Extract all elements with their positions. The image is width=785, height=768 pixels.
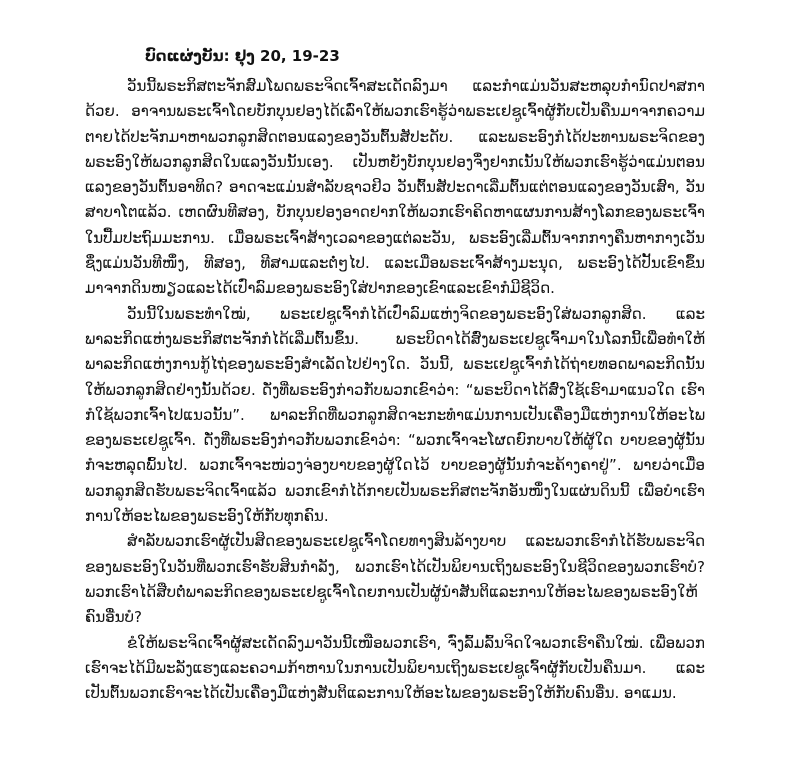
paragraph-1: ວັນນີ້ພຣະກິສຕະຈັກສົມໂພດພຣະຈິດເຈົ້າສະເດັດລົງມາ ແລະກໍາແມ່ນວັນສະຫລຸບກໍານົດປາສກາດ້ວຍ. ອາຈານພຣະເຈົ້າໂດຍບັກບຸນຢອງໄດ້ເລົ່າໃຫ້ພວກເຮົາຮູ້ວ່າພຣະເຢຊູເຈົ້າຜູ້ກັບເປັນຄືນມາຈາກຄວາມຕາຍໄດ້ປະຈັກມາຫາພວກລູກສິດຕອນແລງຂອງວັນຕົ້ນສັປະດັບ. ແລະພຣະອົງກໍໄດ້ປະທານພຣະຈິດຂອງພຣະອົງໃຫ້ພວກລູກສິດໃນແລງວັນນັ້ນເອງ. ເປັນຫຍັງບັກບຸນຢອງຈຶ່ງຢາກເນັ້ນໃຫ້ພວກເຮົາຮູ້ວ່າແມ່ນຕອນແລງຂອງວັນຕົ້ນອາທິດ? ອາດຈະແມ່ນສໍາລັບຊາວຢິວ ວັນຕົ້ນສັປະດາເລີ່ມຕົ້ນແຕ່ຕອນແລງຂອງວັນເສົາ, ວັນສາບາໂຕແລ້ວ. ເຫດຜົນທີສອງ, ບັກບຸນຢອງອາດຢາກໃຫ້ພວກເຮົາຄິດຫາແຜນການສ້າງໂລກຂອງພຣະເຈົ້າໃນປື້ມປະຖົມມະການ. ເມື່ອພຣະເຈົ້າສ້າງເວລາຂອງແຕ່ລະວັນ, ພຣະອົງເລີ່ມຕົ້ນຈາກກາງຄືນຫາກາງເວັນຊຶ່ງແມ່ນວັນທີໜຶ່ງ, ທີສອງ, ທີສາມແລະຕໍ່ໆໄປ. ແລະເມື່ອພຣະເຈົ້າສ້າງມະນຸດ, ພຣະອົງໄດ້ປັ້ນເຂົາຂຶ້ນມາຈາກດິນໜຽວແລະໄດ້ເປົ່າລົມຂອງພຣະອົງໃສ່ປາກຂອງເຂົາແລະເຂົາກໍມີຊີວິດ. bbox=[85, 77, 705, 298]
homily-heading: ບົດແຜ່ງບັນ: ຢຸງ 20, 19-23 bbox=[145, 47, 340, 65]
paragraph-2: ວັນນີ້ໃນພຣະທໍາໃໝ່, ພຣະເຢຊູເຈົ້າກໍໄດ້ເປົ່າລົມແຫ່ງຈິດຂອງພຣະອົງໃສ່ພວກລູກສິດ. ແລະພາລະກິດແຫ່ງພຣະກິສຕະຈັກກໍໄດ້ເລີ່ມຕົ້ນຂຶ້ນ. ພຣະບິດາໄດ້ສົ່ງພຣະເຢຊູເຈົ້າມາໃນໂລກນີ້ເພື່ອທໍາໃຫ້ພາລະກິດແຫ່ງການກູ້ໄຖ່ຂອງພຣະອົງສໍາເລັດໄປຢ່າງໃດ. ວັນນີ້, ພຣະເຢຊູເຈົ້າກໍໄດ້ຖ່າຍທອດພາລະກິດນັ້ນໃຫ້ພວກລູກສິດຢ່າງນັ້ນດ້ວຍ. ດັ່ງທີ່ພຣະອົງກ່າວກັບພວກເຂົາວ່າ: “ພຣະບິດາໄດ້ສົ່ງໃຊ້ເຮົາມາແນວໃດ ເຮົາກໍໃຊ້ພວກເຈົ້າໄປແນວນັ້ນ”. ພາລະກິດທີ່ພວກລູກສິດຈະກະທໍາແມ່ນການເປັນເຄື່ອງມືແຫ່ງການໃຫ້ອະໄພຂອງພຣະເຢຊູເຈົ້າ. ດັ່ງທີ່ພຣະອົງກ່າວກັບພວກເຂົາວ່າ: “ພວກເຈົ້າຈະໂຜດຍົກບາບໃຫ້ຜູ້ໃດ ບາບຂອງຜູ້ນັ້ນກໍຈະຫລຸດພົ້ນໄປ. ພວກເຈົ້າຈະໜ່ວງຈ່ອງບາບຂອງຜູ້ໃດໄວ້ ບາບຂອງຜູ້ນັ້ນກໍຈະຄ້າງຄາຢູ່”. ພາຍວ່າເມື່ອພວກລູກສິດຮັບພຣະຈິດເຈົ້າແລ້ວ ພວກເຂົາກໍໄດ້ກາຍເປັນພຣະກິສຕະຈັກອັນໜຶ່ງໃນແຜ່ນດິນນີ້ ເພື່ອບໍາເຮົາການໃຫ້ອະໄພຂອງພຣະອົງໃຫ້ກັບທຸກຄົນ. bbox=[85, 304, 705, 526]
paragraph-3: ສໍາລັບພວກເຮົາຜູ້ເປັນສິດຂອງພຣະເຢຊູເຈົ້າໂດຍທາງສິນລ້າງບາບ ແລະພວກເຮົາກໍໄດ້ຮັບພຣະຈິດຂອງພຣະອົງໃນວັນທີ່ພວກເຮົາຮັບສິນກໍາລັງ, ພວກເຮົາໄດ້ເປັນພິຍານເຖິງພຣະອົງໃນຊີວິດຂອງພວກເຮົາບໍ? ພວກເຮົາໄດ້ສືບຕໍ່ພາລະກິດຂອງພຣະເຢຊູເຈົ້າໂດຍການເປັນຜູ້ນໍາສັນຕິແລະການໃຫ້ອະໄພຂອງພຣະອົງໃຫ້ຄົນອື່ນບໍ? bbox=[85, 532, 705, 627]
paragraph-4: ຂໍໃຫ້ພຣະຈິດເຈົ້າຜູ້ສະເດັດລົງມາວັນນີ້ເໜືອພວກເຮົາ, ຈົ່ງລົ້ມລົ້ນຈິດໃຈພວກເຮົາຄືນໃໝ່. ເພື່ອພວກເຮົາຈະໄດ້ມີພະລັງແຮງແລະຄວາມກ້າຫານໃນການເປັນພິຍານເຖິງພຣະເຢຊູເຈົ້າຜູ້ກັບເປັນຄືນມາ. ແລະເປັນຕົ້ນພວກເຮົາຈະໄດ້ເປັນເຄື່ອງມືແຫ່ງສັນຕິແລະການໃຫ້ອະໄພຂອງພຣະອົງໃຫ້ກັບຄົນອື່ນ. ອາແມນ. bbox=[85, 633, 705, 703]
homily-document bbox=[85, 38, 705, 703]
